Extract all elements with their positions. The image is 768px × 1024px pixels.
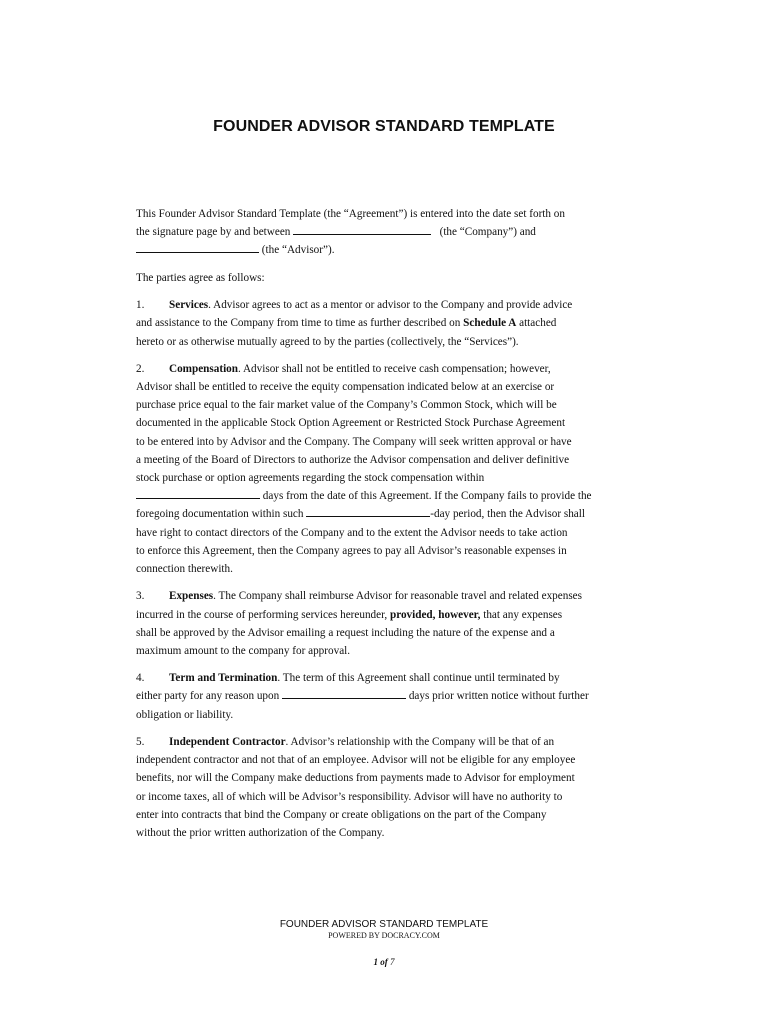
- section-2-line-4: documented in the applicable Stock Option Agreement or Restricted Stock Purchase Agreement: [136, 417, 566, 430]
- section-text: incurred in the course of performing services hereunder,: [136, 608, 388, 621]
- section-text: days from the date of this Agreement. If the Company fails to provide the: [262, 490, 592, 503]
- section-5-line-2: independent contractor and not that of an employee. Advisor will not be eligible for any employee: [136, 754, 576, 767]
- section-5-line-6: without the prior written authorization of the Company.: [136, 826, 385, 839]
- section-text: . Advisor’s relationship with the Company will be that of an: [285, 736, 555, 748]
- section-2-line-5: to be entered into by Advisor and the Company. The Company will seek written approval or have: [136, 435, 572, 448]
- schedule-a-reference: Schedule A: [463, 317, 517, 330]
- section-3-line-4: maximum amount to the company for approval.: [136, 644, 351, 657]
- days-blank: [136, 487, 260, 499]
- section-5-line-1: [136, 733, 636, 751]
- section-2-line-8: [136, 487, 636, 505]
- section-text: attached: [519, 317, 557, 330]
- section-2-line-12: connection therewith.: [136, 562, 233, 575]
- parties-line: The parties agree as follows:: [136, 271, 265, 284]
- intro-line-2: [136, 223, 636, 241]
- section-3-line-1: [136, 587, 636, 605]
- section-text: and assistance to the Company from time to time as further described on: [136, 317, 461, 330]
- section-number: 1.: [136, 299, 145, 312]
- section-2-line-6: a meeting of the Board of Directors to authorize the Advisor compensation and deliver definitive: [136, 453, 570, 466]
- page-current: 1: [373, 957, 378, 967]
- intro-line-1: This Founder Advisor Standard Template (the “Agreement”) is entered into the date set forth on: [136, 208, 565, 220]
- document-title: FOUNDER ADVISOR STANDARD TEMPLATE: [213, 118, 555, 135]
- footer-title: FOUNDER ADVISOR STANDARD TEMPLATE: [279, 919, 489, 930]
- section-3-line-3: shall be approved by the Advisor emailing a request including the nature of the expense and a: [136, 626, 555, 639]
- section-number: 3.: [136, 590, 145, 603]
- section-number: 4.: [136, 672, 145, 685]
- section-text: . The Company shall reimburse Advisor for reasonable travel and related expenses: [213, 590, 583, 603]
- section-number: 2.: [136, 362, 145, 375]
- page-total: 7: [390, 957, 395, 967]
- page-indicator: [0, 957, 768, 967]
- document-body: [136, 205, 636, 842]
- section-text: that any expenses: [483, 608, 563, 621]
- section-text: . Advisor shall not be entitled to receive cash compensation; however,: [238, 362, 551, 375]
- section-text: . The term of this Agreement shall continue until terminated by: [277, 672, 560, 685]
- page-of: of: [380, 957, 388, 967]
- section-3-line-2: [136, 606, 636, 624]
- advisor-name-blank: [136, 241, 259, 253]
- section-2-line-9: [136, 505, 636, 523]
- footer-powered-by: POWERED BY DOCRACY.COM: [328, 931, 440, 940]
- section-text: . Advisor agrees to act as a mentor or advisor to the Company and provide advice: [208, 299, 573, 312]
- section-2-line-10: have right to contact directors of the Company and to the extent the Advisor needs to take action: [136, 526, 568, 539]
- section-1-line-3: hereto or as otherwise mutually agreed to by the parties (collectively, the “Services”).: [136, 335, 519, 348]
- section-heading: Term and Termination: [169, 672, 278, 685]
- section-1-line-1: [136, 296, 636, 314]
- section-text: either party for any reason upon: [136, 690, 280, 703]
- section-5-line-4: or income taxes, all of which will be Advisor’s responsibility. Advisor will have no authority to: [136, 790, 563, 803]
- section-2-line-3: purchase price equal to the fair market value of the Company’s Common Stock, which will be: [136, 399, 557, 412]
- provided-however: provided, however,: [389, 608, 481, 621]
- section-4-line-3: obligation or liability.: [136, 708, 234, 721]
- section-text: days prior written notice without further: [408, 690, 589, 703]
- section-heading: Independent Contractor: [169, 736, 286, 748]
- section-text: foregoing documentation within such: [136, 508, 304, 521]
- section-5-line-3: benefits, nor will the Company make deductions from payments made to Advisor for employment: [136, 772, 575, 785]
- notice-days-blank: [282, 687, 406, 699]
- section-2-line-11: to enforce this Agreement, then the Company agrees to pay all Advisor’s reasonable expenses in: [136, 544, 567, 557]
- section-2-line-2: Advisor shall be entitled to receive the equity compensation indicated below at an exercise or: [136, 381, 555, 394]
- section-heading: Compensation: [169, 362, 238, 375]
- section-text: -day period, then the Advisor shall: [430, 508, 585, 521]
- company-name-blank: [293, 223, 431, 235]
- section-2-line-7: stock purchase or option agreements regarding the stock compensation within: [136, 472, 485, 484]
- section-number: 5.: [136, 736, 145, 748]
- section-5-line-5: enter into contracts that bind the Company or create obligations on the part of the Company: [136, 808, 547, 821]
- day-period-blank: [306, 505, 430, 517]
- intro-text: (the “Company”) and: [439, 226, 536, 239]
- section-4-line-2: [136, 687, 636, 705]
- intro-line-3: [136, 241, 636, 259]
- section-2-line-1: [136, 360, 636, 378]
- section-heading: Expenses: [169, 590, 214, 603]
- intro-text: (the “Advisor”).: [261, 244, 335, 257]
- section-1-line-2: [136, 314, 636, 332]
- section-4-line-1: [136, 669, 636, 687]
- intro-text: the signature page by and between: [136, 226, 291, 239]
- section-heading: Services: [169, 299, 209, 312]
